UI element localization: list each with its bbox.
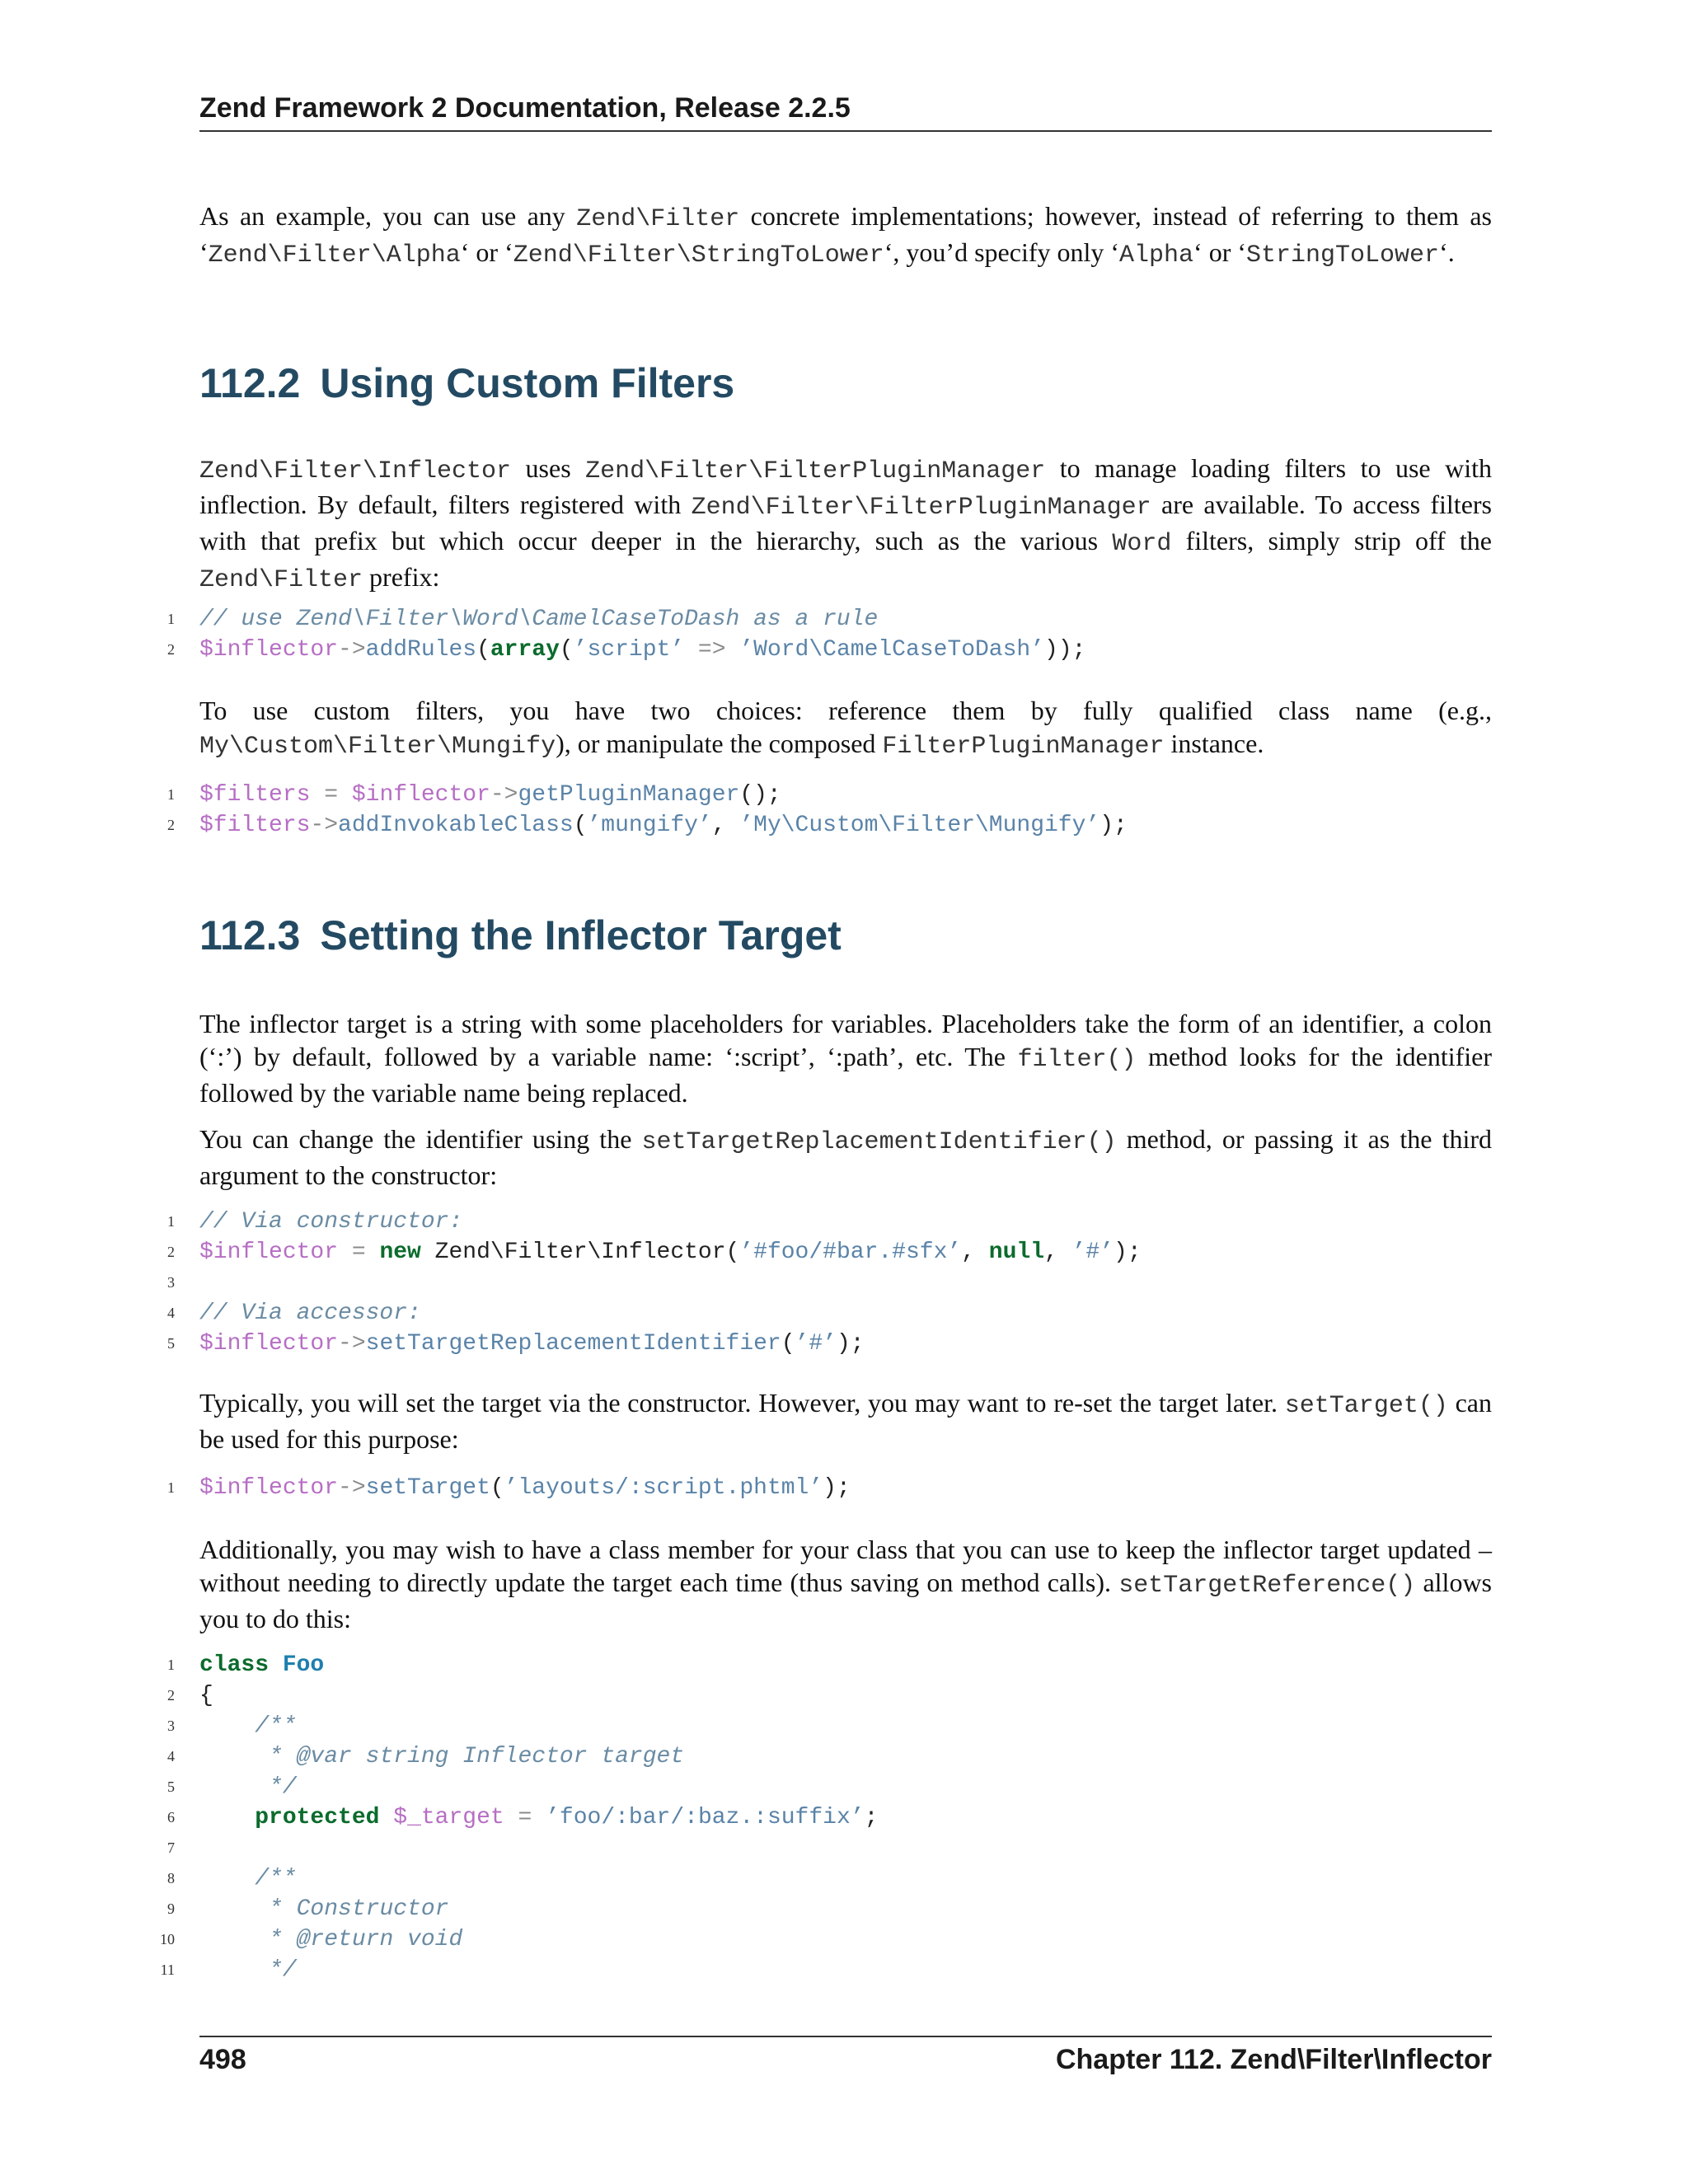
code-line: 8 /**	[167, 1866, 297, 1891]
document-page	[160, 0, 1493, 2184]
section-heading-inflector-target: 112.3 Setting the Inflector Target	[199, 912, 842, 958]
footer-rule	[199, 2036, 1492, 2037]
running-header: Zend Framework 2 Documentation, Release 2.2.5	[199, 92, 851, 124]
target-reference-paragraph: Additionally, you may wish to have a class member for your class that you can use to keep the inflector target updated – without needing to directly update the target each time (thus saving on method calls). setTargetReference() allows you to do this:	[199, 1535, 1493, 1633]
identifier-paragraph: You can change the identifier using the setTargetReplacementIdentifier() method, or passing it as the third argument to the constructor:	[199, 1124, 1493, 1190]
set-target-paragraph: Typically, you will set the target via the constructor. However, you may want to re-set the target later. setTarget() can be used for this purpose:	[199, 1388, 1493, 1454]
code-line: 7	[167, 1840, 175, 1856]
code-line: 1 $inflector->setTarget(’layouts/:script.phtml’);	[167, 1475, 851, 1501]
intro-paragraph: As an example, you can use any Zend\Filter concrete implementations; however, instead of referring to them as ‘Zend\Filter\Alpha‘ or ‘Zend\Filter\StringToLower‘, you’d specify only ‘Alpha‘ or ‘StringToLower‘.	[199, 201, 1493, 269]
page-number: 498	[199, 2044, 246, 2075]
code-line: 4 * @var string Inflector target	[167, 1744, 685, 1769]
header-rule	[199, 130, 1492, 132]
code-line: 6 protected $_target = ’foo/:bar/:baz.:suffix’;	[167, 1805, 879, 1830]
code-line: 3 /**	[167, 1713, 297, 1739]
code-line: 1 $filters = $inflector->getPluginManager();	[167, 782, 781, 808]
code-line: 2 {	[167, 1683, 213, 1708]
code-line: 2 $inflector = new Zend\Filter\Inflector(’#foo/#bar.#sfx’, null, ’#’);	[167, 1240, 1142, 1265]
code-block-plugin-manager	[0, 780, 1492, 841]
code-line: 11 */	[160, 1957, 297, 1983]
code-line: 1 // Via constructor:	[167, 1209, 463, 1235]
section-heading-custom-filters: 112.2 Using Custom Filters	[199, 360, 735, 406]
code-line: 1 // use Zend\Filter\Word\CamelCaseToDash as a rule	[167, 607, 879, 632]
code-line: 2 $inflector->addRules(array(’script’ => ’Word\CamelCaseToDash’));	[167, 637, 1086, 663]
chapter-footer: Chapter 112. Zend\Filter\Inflector	[1055, 2044, 1492, 2075]
code-line: 5 $inflector->setTargetReplacementIdentifier(’#’);	[167, 1331, 865, 1357]
code-line: 10 * @return void	[160, 1927, 463, 1952]
code-block-add-rules	[0, 604, 1492, 665]
code-line: 1 class Foo	[167, 1652, 325, 1678]
code-line: 2 $filters->addInvokableClass(’mungify’, ’My\Custom\Filter\Mungify’);	[167, 813, 1128, 838]
code-block-set-target	[0, 1473, 1492, 1503]
code-block-identifier	[0, 1207, 1492, 1359]
inflector-target-paragraph: The inflector target is a string with some placeholders for variables. Placeholders take the form of an identifier, a colon (‘:’) by default, followed by a variable name: ‘:script’, ‘:path’, etc. The filter() method looks for the identifier followed by the variable name being replaced.	[199, 1009, 1493, 1108]
custom-filters-paragraph: Zend\Filter\Inflector uses Zend\Filter\FilterPluginManager to manage loading filters to use with inflection. By default, filters registered with Zend\Filter\FilterPluginManager are available. To access filters with that prefix but which occur deeper in the hierarchy, such as the various Word filters, simply strip off the Zend\Filter prefix:	[199, 453, 1493, 594]
code-line: 9 * Constructor	[167, 1896, 449, 1922]
code-line: 5 */	[167, 1774, 297, 1800]
code-block-class-foo	[0, 1650, 1492, 1985]
code-line: 3	[167, 1274, 175, 1291]
code-line: 4 // Via accessor:	[167, 1301, 421, 1326]
custom-filters-choices-paragraph: To use custom filters, you have two choices: reference them by fully qualified class name (e.g., My\Custom\Filter\Mungify), or manipulate the composed FilterPluginManager instance.	[199, 696, 1492, 761]
